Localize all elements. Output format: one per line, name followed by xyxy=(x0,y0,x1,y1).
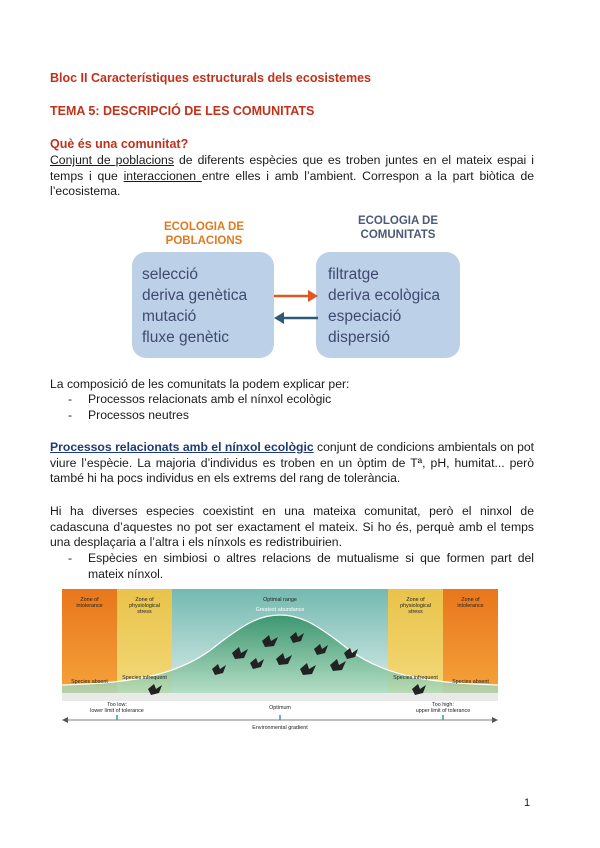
bullet-dash: - xyxy=(68,408,73,422)
optimum-label: Optimum xyxy=(269,705,291,711)
too-low-label xyxy=(82,702,152,714)
left-item: mutació xyxy=(142,308,197,325)
composition-item: Processos neutres xyxy=(88,408,189,422)
species-infrequent-left: Species infrequent xyxy=(122,675,167,681)
fig-text: physiological xyxy=(400,603,431,610)
fig-text: lower limit of tolerance xyxy=(90,708,144,715)
ecology-diagram xyxy=(138,210,474,362)
niche-text: conjunt de condicions ambientals on pot viure l’espècie. La majoria d’individus es troben en un òptim de Tª, pH, humitat... però també hi ha pocs individus en els extrems del rang de tolerància. xyxy=(50,440,535,486)
environmental-gradient-label: Environmental gradient xyxy=(252,725,308,731)
zone-intolerance-left xyxy=(62,597,117,609)
species-infrequent-right: Species infrequent xyxy=(393,675,438,681)
greatest-abundance-label: Greatest abundance xyxy=(255,607,305,613)
left-title-line1: ECOLOGIA DE xyxy=(163,221,245,233)
section-question: Què és una comunitat? xyxy=(50,137,189,151)
right-item: filtratge xyxy=(328,266,379,283)
definition-text-end: entre elles i amb l’ambient. Correspon a la part biòtica de l’ecosistema. xyxy=(50,168,535,199)
niche-link[interactable]: Processos relacionats amb el nínxol ecològic xyxy=(50,440,314,454)
right-items xyxy=(328,264,440,348)
right-title-line2: COMUNITATS xyxy=(360,229,436,241)
diagram-arrows xyxy=(268,286,322,326)
definition-paragraph xyxy=(50,153,534,200)
fig-text: Zone of xyxy=(135,597,154,603)
composition-intro: La composició de les comunitats la podem explicar per: xyxy=(50,377,350,391)
coexist-paragraph: Hi ha diverses especies coexistint en una mateixa comunitat, però el ninxol de cadascuna d’aquestes no pot ser exactament el mateix. Si ho és, perquè amb el temps una desplaçaria a l’altra i els nínxols es redistribuirien. xyxy=(50,504,534,550)
fig-text: upper limit of tolerance xyxy=(415,708,471,715)
zone-stress-right xyxy=(388,597,443,616)
optimal-range-label: Optimal range xyxy=(263,597,297,603)
species-absent-left: Species absent xyxy=(71,679,108,685)
species-absent-right: Species absent xyxy=(452,679,489,685)
page-number: 1 xyxy=(524,797,531,809)
tolerance-figure xyxy=(62,589,536,737)
right-item: especiació xyxy=(328,308,402,325)
fig-text: Too low: xyxy=(107,702,127,708)
bullet-dash: - xyxy=(68,392,73,406)
left-item: fluxe genètic xyxy=(142,329,230,346)
right-item: dispersió xyxy=(328,329,391,346)
zone-intolerance-right xyxy=(443,597,498,609)
definition-interaccionen: interaccionen xyxy=(123,168,202,183)
bloc-title: Bloc II Característiques estructurals dels ecosistemes xyxy=(50,71,371,85)
fig-text: Too high: xyxy=(432,702,454,708)
right-item: deriva ecològica xyxy=(328,287,441,304)
fig-text: intolerance xyxy=(76,603,103,610)
fig-text: Zone of xyxy=(80,597,99,603)
diagram-left-title xyxy=(140,220,268,248)
fig-text: physiological xyxy=(129,603,160,610)
bullet-dash: - xyxy=(68,551,73,565)
fig-text: stress xyxy=(408,609,423,616)
definition-term: Conjunt de poblacions xyxy=(50,153,174,167)
fig-text: stress xyxy=(137,609,152,616)
definition-text: de diferents espècies que es troben juntes en el mateix espai i temps i que xyxy=(50,153,534,183)
right-title-line1: ECOLOGIA DE xyxy=(357,215,439,227)
arrow-left-icon xyxy=(274,312,318,324)
left-item: deriva genètica xyxy=(142,287,248,304)
fig-text: Zone of xyxy=(406,597,425,603)
composition-item: Processos relacionats amb el nínxol ecològic xyxy=(88,392,332,406)
coexist-bullet: Espècies en simbiosi o altres relacions de mutualisme si que formen part del mateix nínxol. xyxy=(88,551,534,581)
niche-paragraph xyxy=(50,440,534,487)
tema-title: TEMA 5: DESCRIPCIÓ DE LES COMUNITATS xyxy=(50,104,315,118)
arrow-right-icon xyxy=(274,290,318,302)
zone-stress-left xyxy=(117,597,172,616)
diagram-right-title xyxy=(324,214,472,242)
too-high-label xyxy=(408,702,478,714)
left-item: selecció xyxy=(142,266,198,283)
left-items xyxy=(142,264,247,348)
fig-text: Zone of xyxy=(461,597,480,603)
fig-text: intolerance xyxy=(457,603,484,610)
left-title-line2: POBLACIONS xyxy=(165,235,243,247)
